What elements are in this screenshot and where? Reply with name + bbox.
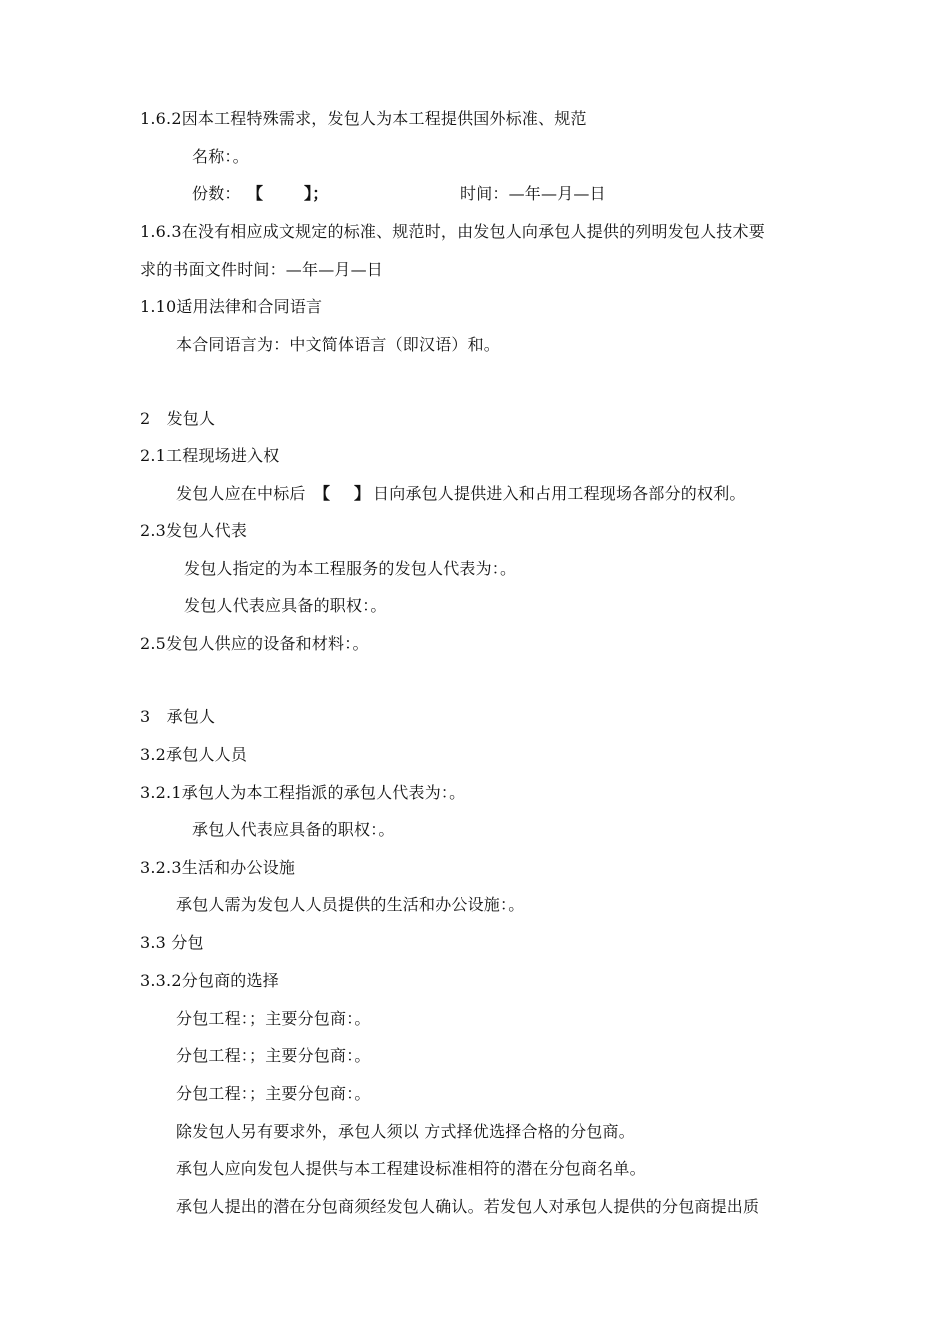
section-2-heading: 2 发包人 [140, 409, 216, 428]
clause-3-2-heading: 3.2承包人人员 [140, 745, 248, 764]
clause-1-6-2: 1.6.2因本工程特殊需求，发包人为本工程提供国外标准、规范 [140, 109, 587, 128]
clause-2-1-heading: 2.1工程现场进入权 [140, 446, 280, 465]
copies-bracket-open: 【 [247, 184, 264, 203]
subcontractor-selection-method: 除发包人另有要求外，承包人须以 方式择优选择合格的分包商。 [176, 1122, 635, 1141]
subcontract-line-1: 分包工程：；主要分包商：。 [176, 1009, 371, 1028]
subcontract-line-3: 分包工程：；主要分包商：。 [176, 1084, 371, 1103]
clause-2-3-heading: 2.3发包人代表 [140, 521, 248, 540]
clause-1-6-3-cont: 求的书面文件时间：—年—月—日 [140, 260, 384, 279]
section-3-heading: 3 承包人 [140, 707, 216, 726]
site-access-text-b: 日向承包人提供进入和占用工程现场各部分的权利。 [373, 484, 746, 503]
site-access-text-a: 发包人应在中标后 [176, 484, 306, 503]
employer-representative-line: 发包人指定的为本工程服务的发包人代表为：。 [184, 559, 517, 578]
employer-rep-authority-line: 发包人代表应具备的职权：。 [184, 596, 387, 615]
contract-language-line: 本合同语言为：中文简体语言（即汉语）和。 [176, 335, 501, 354]
copies-label: 份数： [192, 184, 241, 203]
copies-bracket-close: 】； [304, 184, 329, 203]
clause-3-2-3-heading: 3.2.3生活和办公设施 [140, 858, 296, 877]
copies-date-line: 时间：—年—月—日 [460, 184, 606, 203]
subcontractor-list-requirement: 承包人应向发包人提供与本工程建设标准相符的潜在分包商名单。 [176, 1159, 646, 1178]
clause-2-5: 2.5发包人供应的设备和材料：。 [140, 634, 369, 653]
clause-1-10-heading: 1.10适用法律和合同语言 [140, 297, 323, 316]
subcontract-line-2: 分包工程：；主要分包商：。 [176, 1046, 371, 1065]
subcontractor-confirmation-text: 承包人提出的潜在分包商须经发包人确认。若发包人对承包人提供的分包商提出质 [176, 1197, 760, 1216]
standard-name-line: 名称：。 [192, 147, 249, 166]
clause-3-3-heading: 3.3 分包 [140, 933, 204, 952]
clause-3-3-2-heading: 3.3.2分包商的选择 [140, 971, 279, 990]
clause-3-2-1: 3.2.1承包人为本工程指派的承包人代表为：。 [140, 783, 466, 802]
site-access-bracket-open: 【 [314, 484, 331, 503]
contractor-rep-authority-line: 承包人代表应具备的职权：。 [192, 820, 395, 839]
site-access-bracket-close: 】 [354, 484, 371, 503]
living-office-facilities-line: 承包人需为发包人人员提供的生活和办公设施：。 [176, 895, 525, 914]
clause-1-6-3: 1.6.3在没有相应成文规定的标准、规范时，由发包人向承包人提供的列明发包人技术要 [140, 222, 765, 241]
